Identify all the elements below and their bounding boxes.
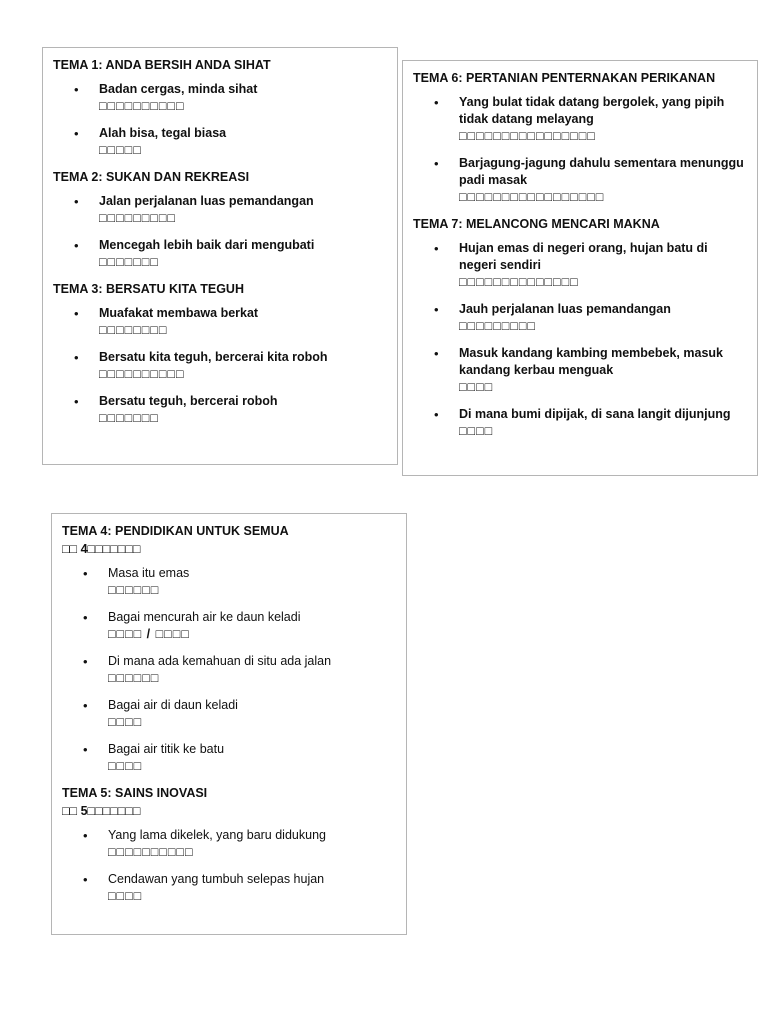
list-item	[53, 237, 387, 271]
list-item	[62, 741, 396, 775]
proverb-translation: □□□□□□	[108, 583, 160, 597]
list-item	[62, 697, 396, 731]
list-item	[62, 565, 396, 599]
list-item	[62, 827, 396, 861]
proverb-translation: □□□□□□□□□□□□□□□□□	[459, 190, 605, 204]
proverb-translation: □□□□□□□□□□	[99, 99, 185, 113]
proverb-text: • Bersatu kita teguh, bercerai kita roboh	[99, 350, 328, 364]
section-subheading: □□ 5□□□□□□□	[62, 804, 141, 818]
theme-card-2	[402, 60, 758, 476]
proverb-text: • Di mana bumi dipijak, di sana langit dijunjung	[459, 407, 731, 421]
proverb-translation: □□□□□□□□□□	[108, 845, 194, 859]
section-heading: TEMA 2: SUKAN DAN REKREASI	[53, 170, 250, 184]
proverb-translation: □□□□□□□□□	[459, 319, 536, 333]
proverb-translation: □□□□	[459, 380, 494, 394]
proverb-translation: □□□□□	[99, 143, 142, 157]
proverb-translation: □□□□	[459, 424, 494, 438]
proverb-text: • Masa itu emas	[108, 566, 190, 580]
list-item	[53, 349, 387, 383]
section-heading: TEMA 3: BERSATU KITA TEGUH	[53, 282, 244, 296]
proverb-text: • Bagai air di daun keladi	[108, 698, 238, 712]
section-heading: TEMA 6: PERTANIAN PENTERNAKAN PERIKANAN	[413, 71, 716, 85]
proverb-text: • Hujan emas di negeri orang, hujan batu di negeri sendiri	[459, 241, 708, 272]
list-item	[53, 193, 387, 227]
proverb-list	[53, 81, 387, 159]
list-item	[413, 406, 747, 440]
proverb-translation: □□□□	[108, 715, 143, 729]
proverb-text: • Muafakat membawa berkat	[99, 306, 259, 320]
section-heading: TEMA 4: PENDIDIKAN UNTUK SEMUA	[62, 524, 289, 538]
proverb-translation: □□□□□□□□□□□□□□	[459, 275, 579, 289]
list-item	[413, 240, 747, 291]
list-item	[413, 94, 747, 145]
proverb-list	[62, 827, 396, 905]
proverb-text: • Barjagung-jagung dahulu sementara menunggu padi masak	[459, 156, 744, 187]
proverb-list	[413, 240, 747, 440]
proverb-list	[62, 565, 396, 775]
proverb-translation: □□□□	[108, 759, 143, 773]
proverb-translation: □□□□ / □□□□	[108, 627, 190, 641]
proverb-text: • Di mana ada kemahuan di situ ada jalan	[108, 654, 332, 668]
section-heading: TEMA 1: ANDA BERSIH ANDA SIHAT	[53, 58, 271, 72]
proverb-text: • Badan cergas, minda sihat	[99, 82, 258, 96]
section-heading: TEMA 5: SAINS INOVASI	[62, 786, 208, 800]
proverb-translation: □□□□□□□□□□	[99, 367, 185, 381]
list-item	[53, 393, 387, 427]
proverb-translation: □□□□□□□□	[99, 323, 168, 337]
proverb-translation: □□□□□□□	[99, 255, 159, 269]
proverb-text: • Yang bulat tidak datang bergolek, yang pipih tidak datang melayang	[459, 95, 725, 126]
list-item	[53, 125, 387, 159]
proverb-list	[413, 94, 747, 206]
proverb-translation: □□□□□□□	[99, 411, 159, 425]
proverb-text: • Cendawan yang tumbuh selepas hujan	[108, 872, 325, 886]
list-item	[62, 871, 396, 905]
list-item	[413, 301, 747, 335]
list-item	[62, 609, 396, 643]
proverb-text: • Masuk kandang kambing membebek, masuk kandang kerbau menguak	[459, 346, 723, 377]
proverb-text: • Jalan perjalanan luas pemandangan	[99, 194, 314, 208]
proverb-translation: □□□□□□□□□	[99, 211, 176, 225]
list-item	[62, 653, 396, 687]
list-item	[413, 345, 747, 396]
proverb-translation: □□□□	[108, 889, 143, 903]
section-subheading: □□ 4□□□□□□□	[62, 542, 141, 556]
list-item	[413, 155, 747, 206]
theme-card-1	[42, 47, 398, 465]
proverb-text: • Jauh perjalanan luas pemandangan	[459, 302, 671, 316]
proverb-translation: □□□□□□	[108, 671, 160, 685]
proverb-text: • Bagai mencurah air ke daun keladi	[108, 610, 301, 624]
proverb-text: • Mencegah lebih baik dari mengubati	[99, 238, 315, 252]
proverb-text: • Yang lama dikelek, yang baru didukung	[108, 828, 326, 842]
proverb-list	[53, 305, 387, 427]
proverb-text: • Bersatu teguh, bercerai roboh	[99, 394, 278, 408]
proverb-text: • Alah bisa, tegal biasa	[99, 126, 227, 140]
theme-card-3	[51, 513, 407, 935]
proverb-text: • Bagai air titik ke batu	[108, 742, 225, 756]
list-item	[53, 81, 387, 115]
proverb-translation: □□□□□□□□□□□□□□□□	[459, 129, 596, 143]
proverb-list	[53, 193, 387, 271]
list-item	[53, 305, 387, 339]
section-heading: TEMA 7: MELANCONG MENCARI MAKNA	[413, 217, 660, 231]
